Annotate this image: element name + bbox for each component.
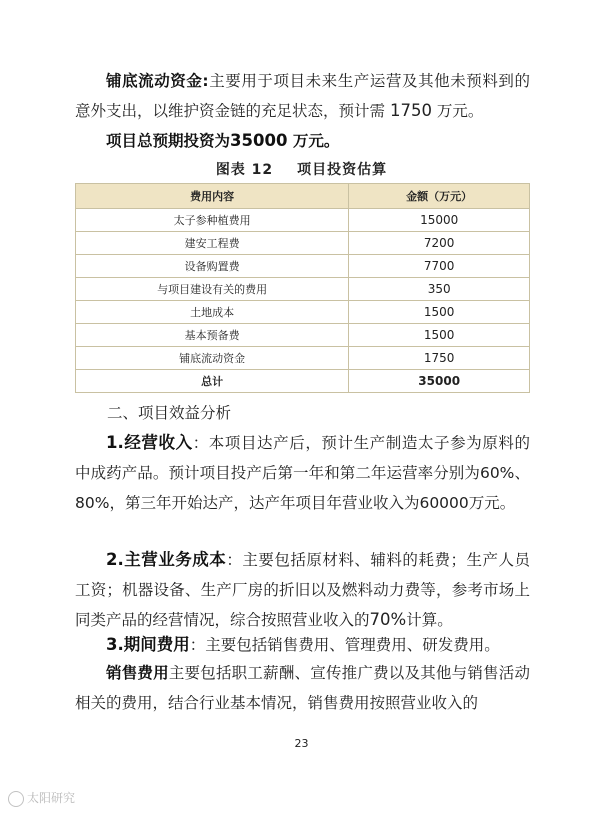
- row-amount: 7200: [349, 232, 530, 255]
- table-row: [76, 255, 530, 278]
- sales-expense-text: 主要包括职工薪酬、宣传推广费以及其他与销售活动相关的费用，结合行业基本情况，销售费用按照营业收入的: [75, 664, 530, 712]
- row-item: 建安工程费: [76, 232, 349, 255]
- paragraph-total-investment: [75, 126, 530, 156]
- period-expense-text: ：主要包括销售费用、管理费用、研发费用。: [189, 636, 500, 654]
- working-capital-label: 铺底流动资金:: [106, 72, 209, 90]
- working-capital-text: 主要用于项目未来生产运营及其他未预料到的意外支出，以维护资金链的充足状态，预计需: [75, 72, 530, 120]
- paragraph-working-capital: [75, 66, 530, 126]
- paragraph-period-expense: [75, 630, 530, 660]
- main-cost-label: 2.主营业务成本: [106, 550, 227, 569]
- header-item: 费用内容: [76, 184, 349, 209]
- paragraph-sales-expense: [75, 658, 530, 718]
- total-investment-text: 项目总预期投资为: [106, 132, 231, 150]
- sales-expense-label: 销售费用: [106, 664, 169, 682]
- row-amount: 1750: [349, 347, 530, 370]
- row-item: 铺底流动资金: [76, 347, 349, 370]
- paragraph-operating-revenue: [75, 428, 530, 518]
- table-row: [76, 347, 530, 370]
- watermark: [8, 789, 75, 807]
- table-row: [76, 278, 530, 301]
- table-row: [76, 232, 530, 255]
- page-number: 23: [294, 737, 309, 750]
- investment-table: [75, 183, 530, 393]
- main-cost-end: 计算。: [406, 611, 453, 629]
- table-row: [76, 209, 530, 232]
- caption-title: 项目投资估算: [297, 162, 388, 178]
- row-item: 太子参种植费用: [76, 209, 349, 232]
- working-capital-amount: 1750: [389, 101, 432, 120]
- table-row: [76, 324, 530, 347]
- row-amount: 15000: [349, 209, 530, 232]
- total-investment-amount: 35000: [230, 131, 288, 150]
- row-item: 设备购置费: [76, 255, 349, 278]
- watermark-text: 太阳研究: [27, 791, 76, 805]
- caption-label: 图表 12: [215, 162, 274, 178]
- main-cost-pct: 70%: [369, 610, 407, 629]
- row-amount: 1500: [349, 301, 530, 324]
- total-amount: 35000: [349, 370, 530, 393]
- table-row: [76, 301, 530, 324]
- working-capital-unit: 万元。: [436, 102, 484, 120]
- table-caption: [0, 159, 603, 179]
- total-investment-unit: 万元。: [292, 132, 340, 150]
- period-expense-label: 3.期间费用: [106, 635, 190, 654]
- operating-revenue-label: 1.经营收入: [106, 433, 193, 452]
- row-item: 基本预备费: [76, 324, 349, 347]
- total-item: 总计: [76, 370, 349, 393]
- paragraph-main-cost: [75, 545, 530, 635]
- main-cost-text: ：主要包括原材料、辅料的耗费；生产人员工资；机器设备、生产厂房的折旧以及燃料动力费等，参考市场上同类产品的经营情况，综合按照营业收入的: [75, 551, 530, 629]
- watermark-logo-icon: [8, 791, 24, 807]
- table-total-row: [76, 370, 530, 393]
- row-item: 土地成本: [76, 301, 349, 324]
- row-amount: 1500: [349, 324, 530, 347]
- row-amount: 350: [349, 278, 530, 301]
- row-item: 与项目建设有关的费用: [76, 278, 349, 301]
- section-heading: 二、项目效益分析: [107, 404, 232, 422]
- table-header-row: [76, 184, 530, 209]
- header-amount: 金额（万元）: [349, 184, 530, 209]
- row-amount: 7700: [349, 255, 530, 278]
- operating-revenue-text: ：本项目达产后，预计生产制造太子参为原料的中成药产品。预计项目投产后第一年和第二年运营率分别为60%、80%，第三年开始达产，达产年项目年营业收入为60000万元。: [75, 434, 530, 512]
